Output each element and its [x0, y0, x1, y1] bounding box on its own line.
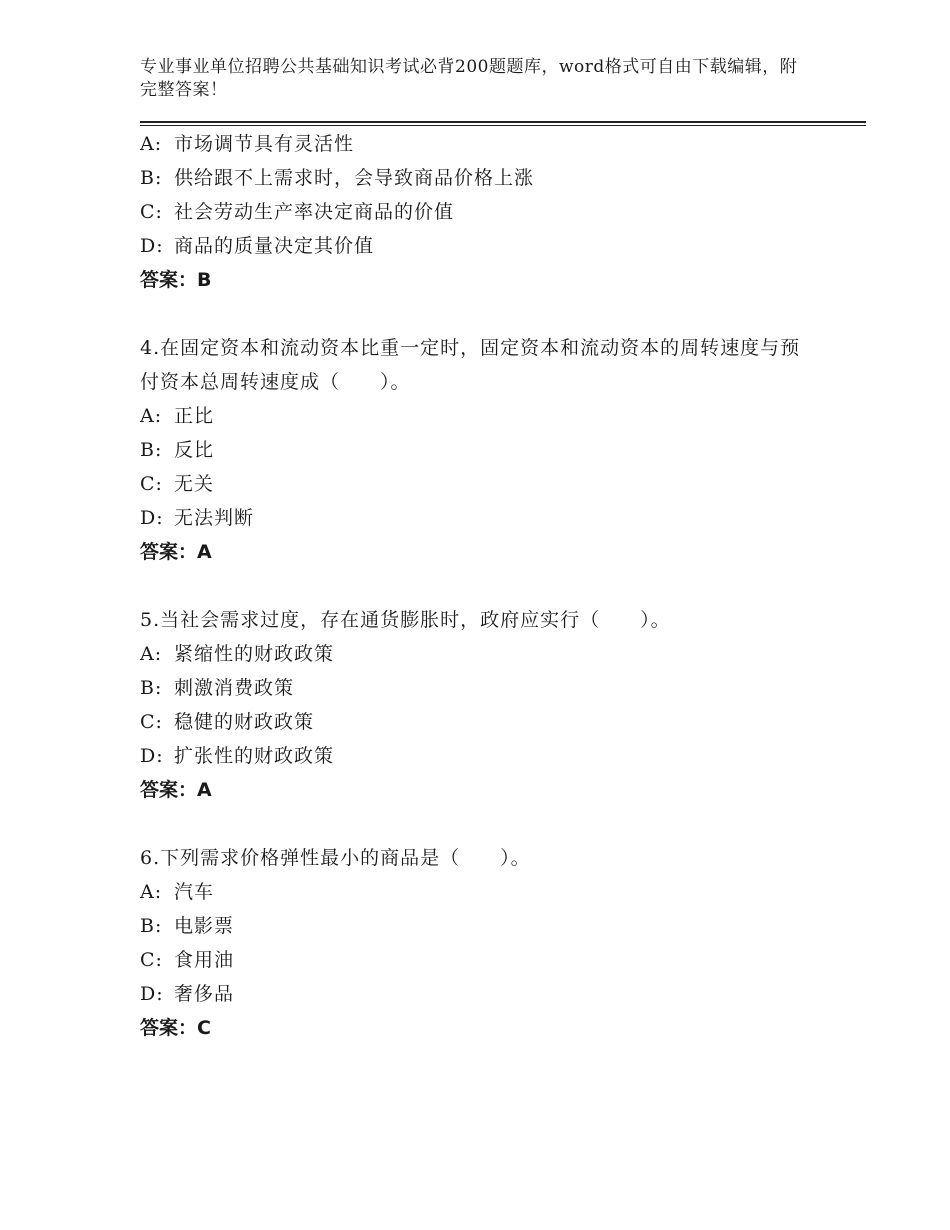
option-a: A: 汽车 — [140, 881, 215, 903]
question-text: 5.当社会需求过度，存在通货膨胀时，政府应实行（ ）。 — [140, 609, 671, 631]
option-b: B: 电影票 — [140, 915, 235, 937]
question-list — [140, 127, 840, 1045]
option-a: A: 市场调节具有灵活性 — [140, 133, 355, 155]
option-d: D: 无法判断 — [140, 507, 255, 529]
option-c: C: 稳健的财政政策 — [140, 711, 315, 733]
document-header: 专业事业单位招聘公共基础知识考试必背200题题库，word格式可自由下载编辑，附完整答案！ — [140, 57, 798, 100]
question-text: 6.下列需求价格弹性最小的商品是（ ）。 — [140, 847, 531, 869]
question-text: 4.在固定资本和流动资本比重一定时，固定资本和流动资本的周转速度与预付资本总周转速度成（ ）。 — [140, 337, 801, 393]
option-b: B: 刺激消费政策 — [140, 677, 295, 699]
question-4 — [140, 331, 840, 569]
option-b: B: 反比 — [140, 439, 215, 461]
answer: 答案：A — [140, 541, 212, 563]
option-d: D: 奢侈品 — [140, 983, 235, 1005]
option-c: C: 社会劳动生产率决定商品的价值 — [140, 201, 455, 223]
option-a: A: 正比 — [140, 405, 215, 427]
header-divider-thick — [140, 121, 866, 123]
option-b: B: 供给跟不上需求时，会导致商品价格上涨 — [140, 167, 535, 189]
question-6 — [140, 841, 840, 1045]
option-c: C: 无关 — [140, 473, 215, 495]
answer: 答案：C — [140, 1017, 211, 1039]
option-a: A: 紧缩性的财政政策 — [140, 643, 335, 665]
option-c: C: 食用油 — [140, 949, 235, 971]
option-d: D: 扩张性的财政政策 — [140, 745, 335, 767]
question-3-partial — [140, 127, 840, 297]
header-divider-thin — [140, 125, 866, 126]
answer: 答案：B — [140, 269, 212, 291]
answer: 答案：A — [140, 779, 212, 801]
option-d: D: 商品的质量决定其价值 — [140, 235, 375, 257]
question-5 — [140, 603, 840, 807]
